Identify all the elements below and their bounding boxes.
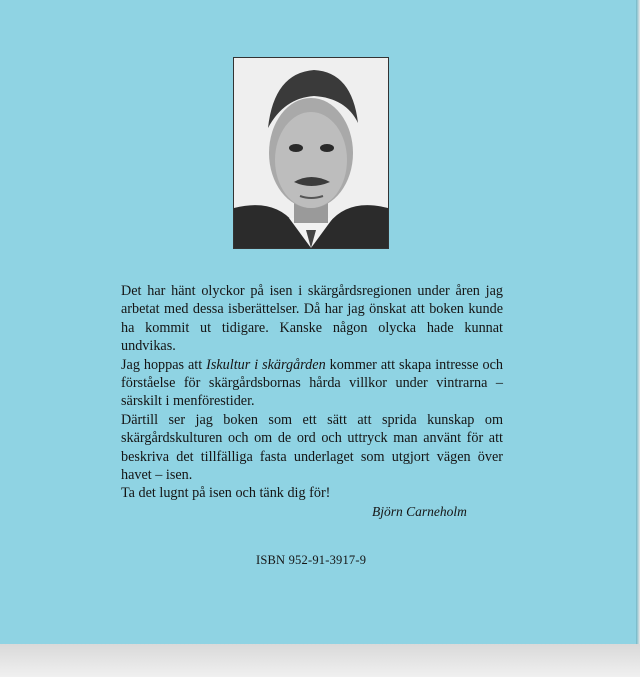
book-title: Iskultur i skärgården — [206, 356, 326, 373]
scan-background — [0, 644, 640, 677]
paragraph-3: Därtill ser jag boken som ett sätt att sprida kunskap om skärgårdskulturen och om de ord och uttryck man använt för att beskriva det tillfälliga fasta underlaget som utgjort vägen över havet – isen. — [121, 411, 503, 484]
author-photo — [233, 57, 389, 249]
paragraph-2-start: Jag hoppas att — [121, 356, 207, 373]
isbn-number: ISBN 952-91-3917-9 — [256, 553, 367, 567]
paragraph-1: Det har hänt olyckor på isen i skärgårdsregionen under åren jag arbetat med dessa isberättelser. Då har jag önskat att boken kunde ha kommit ut tidigare. Kanske någon olycka hade kunnat undvikas. — [121, 283, 503, 355]
cover-edge-shadow — [636, 0, 640, 644]
paragraph-4: Ta det lugnt på isen och tänk dig för! — [121, 485, 331, 502]
paragraph-2 — [121, 356, 503, 411]
blurb-text — [121, 282, 503, 503]
author-portrait-icon — [234, 58, 388, 248]
author-signature: Björn Carneholm — [372, 504, 467, 519]
paragraph-2-end: kommer att skapa intresse och förståelse för skärgårdsbornas hårda villkor under vintrarna – särskilt i menförestider. — [121, 356, 503, 410]
